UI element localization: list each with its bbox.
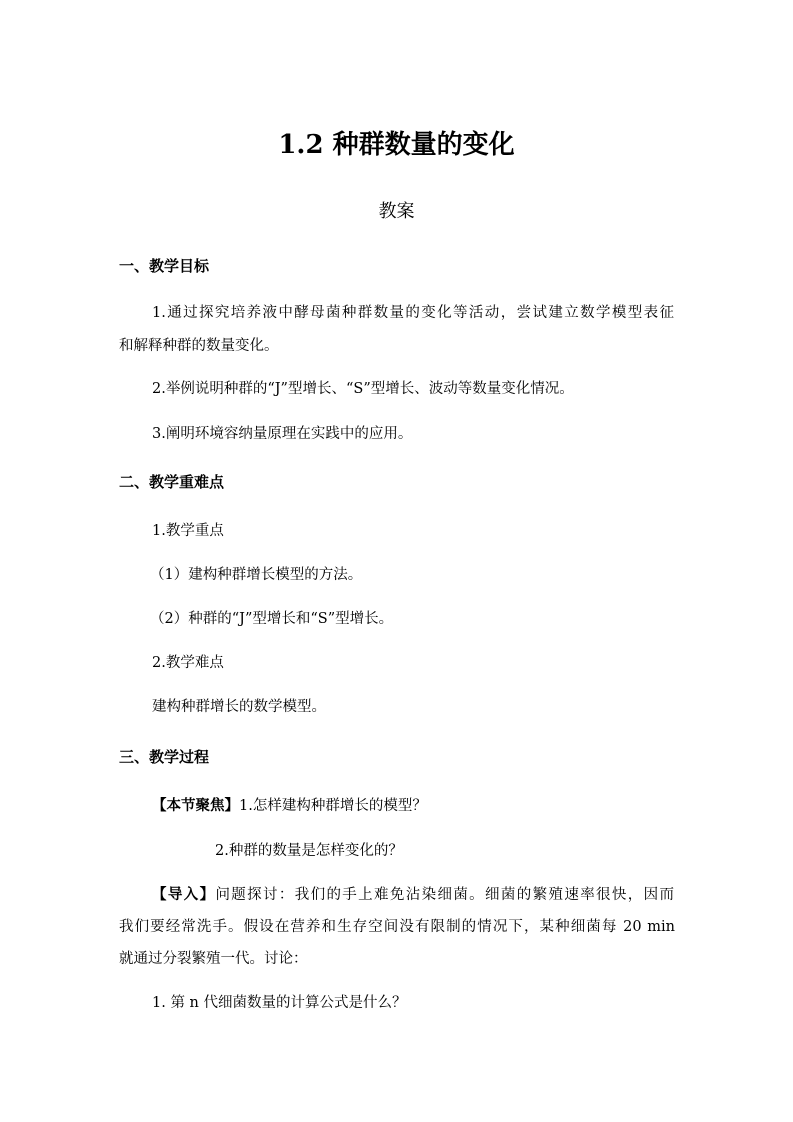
section-heading-process: 三、教学过程 [119, 748, 210, 766]
intro-line-3: 就通过分裂繁殖一代。讨论： [119, 951, 308, 967]
key-point-1: （1）建构种群增长模型的方法。 [150, 567, 363, 583]
section-heading-key-points: 二、教学重难点 [119, 473, 225, 491]
objective-2: 2.举例说明种群的“J”型增长、“S”型增长、波动等数量变化情况。 [152, 381, 574, 397]
discussion-question-1: 1. 第 n 代细菌数量的计算公式是什么？ [152, 995, 407, 1011]
difficulty-label: 2.教学难点 [152, 655, 224, 671]
key-points-label: 1.教学重点 [152, 523, 224, 539]
section-heading-objectives: 一、教学目标 [119, 257, 210, 275]
objective-3: 3.阐明环境容纳量原理在实践中的应用。 [152, 426, 413, 442]
objective-1-line-2: 和解释种群的数量变化。 [119, 338, 279, 354]
intro-tag: 【导入】 [152, 886, 216, 903]
focus-line [152, 796, 427, 816]
difficulty-text: 建构种群增长的数学模型。 [152, 699, 326, 715]
intro-line-2: 我们要经常洗手。假设在营养和生存空间没有限制的情况下，某种细菌每 20 min [119, 919, 675, 935]
focus-question-1: 1.怎样建构种群增长的模型？ [239, 798, 427, 814]
page-subtitle: 教案 [378, 201, 415, 222]
objective-1-line-1: 1.通过探究培养液中酵母菌种群数量的变化等活动，尝试建立数学模型表征 [152, 305, 674, 321]
page-title: 1.2 种群数量的变化 [278, 130, 515, 160]
focus-tag: 【本节聚焦】 [152, 797, 239, 814]
intro-line-1: 【导入】问题探讨：我们的手上难免沾染细菌。细菌的繁殖速率很快，因而 [152, 886, 674, 903]
key-point-2: （2）种群的“J”型增长和“S”型增长。 [150, 611, 394, 627]
focus-question-2: 2.种群的数量是怎样变化的？ [215, 843, 403, 859]
